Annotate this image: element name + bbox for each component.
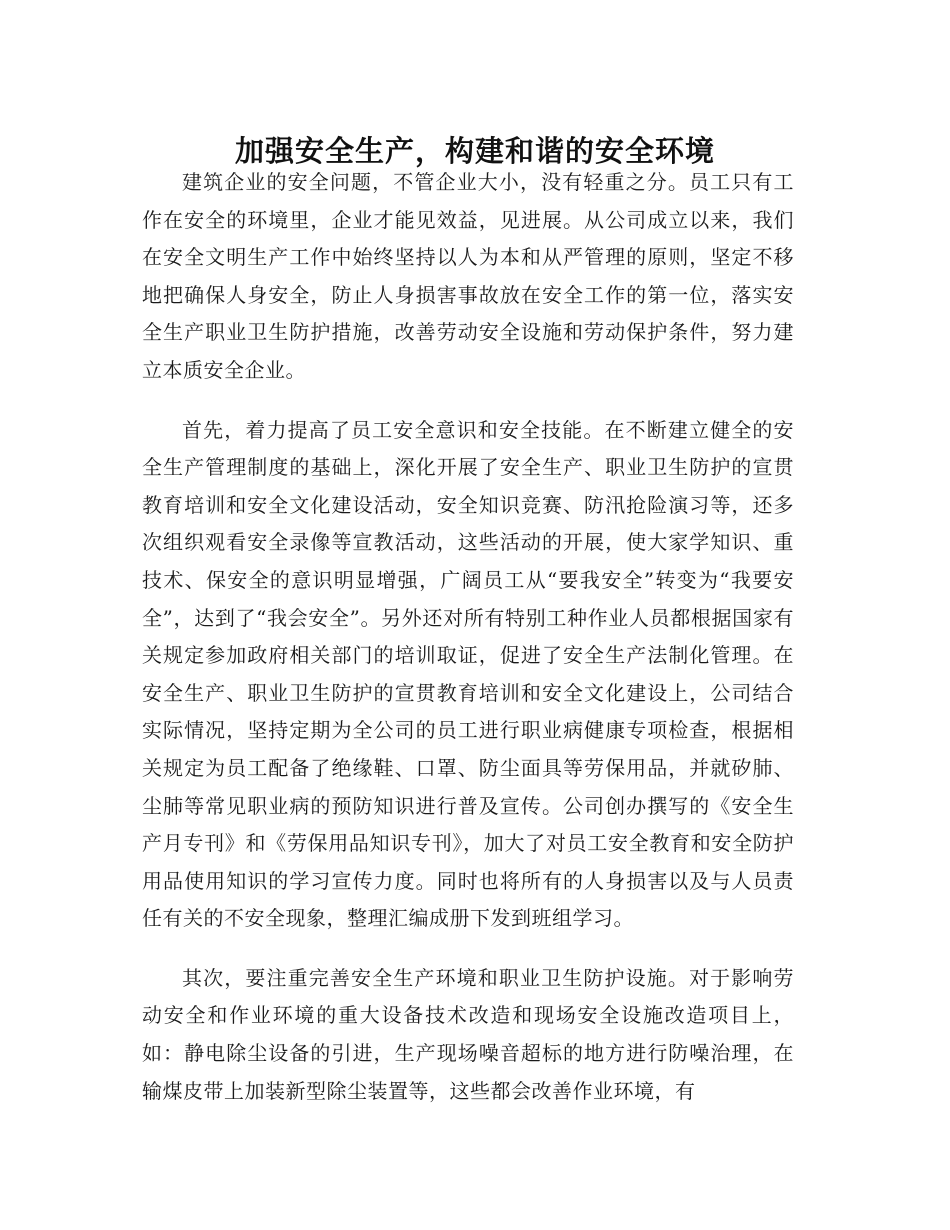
paragraph-first-measure: 首先，着力提高了员工安全意识和安全技能。在不断建立健全的安全生产管理制度的基础上，深化开展了安全生产、职业卫生防护的宣贯教育培训和安全文化建设活动，安全知识竞赛、防汛抢险演习等，还多次组织观看安全录像等宣教活动，这些活动的开展，使大家学知识、重技术、保安全的意识明显增强，广阔员工从“要我安全”转变为“我要安全”，达到了“我会安全”。另外还对所有特别工种作业人员都根据国家有关规定参加政府相关部门的培训取证，促进了安全生产法制化管理。在安全生产、职业卫生防护的宣贯教育培训和安全文化建设上，公司结合实际情况，坚持定期为全公司的员工进行职业病健康专项检查，根据相关规定为员工配备了绝缘鞋、口罩、防尘面具等劳保用品，并就矽肺、尘肺等常见职业病的预防知识进行普及宣传。公司创办撰写的《安全生产月专刊》和《劳保用品知识专刊》，加大了对员工安全教育和安全防护用品使用知识的学习宣传力度。同时也将所有的人身损害以及与人员责任有关的不安全现象，整理汇编成册下发到班组学习。 [142,417,794,931]
document-title: 加强安全生产，构建和谐的安全环境 [234,134,715,169]
document-body [142,164,794,1110]
paragraph-intro: 建筑企业的安全问题，不管企业大小，没有轻重之分。员工只有工作在安全的环境里，企业才能见效益，见进展。从公司成立以来，我们在安全文明生产工作中始终坚持以人为本和从严管理的原则，坚定不移地把确保人身安全，防止人身损害事故放在安全工作的第一位，落实安全生产职业卫生防护措施，改善劳动安全设施和劳动保护条件，努力建立本质安全企业。 [142,170,794,382]
paragraph-second-measure: 其次，要注重完善安全生产环境和职业卫生防护设施。对于影响劳动安全和作业环境的重大设备技术改造和现场安全设施改造项目上，如：静电除尘设备的引进，生产现场噪音超标的地方进行防噪治理，在输煤皮带上加装新型除尘装置等，这些都会改善作业环境，有 [142,965,794,1103]
